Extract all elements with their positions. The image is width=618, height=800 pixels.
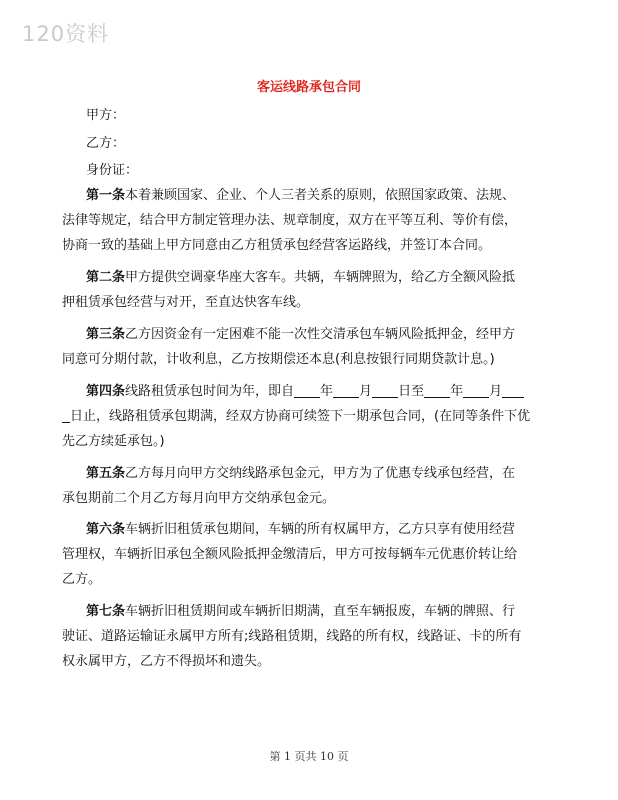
clause-4-line-2 (62, 404, 556, 429)
end-day-blank-cont (62, 408, 70, 423)
clause-2-line-1: 甲方提供空调豪华座大客车。共辆，车辆牌照为，给乙方全额风险抵 (125, 270, 516, 285)
clause-2-label: 第二条 (86, 270, 126, 285)
clause-7-line-2: 驶证、道路运输证永属甲方所有;线路租赁期，线路的所有权，线路证、卡的所有 (62, 629, 522, 644)
clause-1-line-3: 协商一致的基础上甲方同意由乙方租赁承包经营客运路线，并签订本合同。 (62, 238, 492, 253)
clause-4-to-text: 日至 (398, 384, 425, 399)
clause-7-line-3: 权永属甲方，乙方不得损坏和遗失。 (62, 654, 271, 669)
clause-3-line-2: 同意可分期付款，计收利息，乙方按期偿还本息(利息按银行同期贷款计息。) (62, 352, 495, 367)
clause-6-line-3: 乙方。 (62, 572, 102, 587)
clause-4-line-2-text: 日止，线路租赁承包期满，经双方协商可续签下一期承包合同，(在同等条件下优 (70, 409, 531, 424)
page-footer: 第 1 页共 10 页 (269, 750, 349, 763)
party-b-field: 乙方： (86, 136, 126, 151)
clause-4-line-3: 先乙方续延承包。) (62, 434, 165, 449)
clause-1-line-2: 法律等规定，结合甲方制定管理办法、规章制度，双方在平等互利、等价有偿， (62, 213, 518, 228)
clause-5-label: 第五条 (86, 466, 126, 481)
clause-6-label: 第六条 (86, 522, 126, 537)
clause-7-label: 第七条 (86, 604, 126, 619)
party-a-field: 甲方： (86, 108, 126, 123)
clause-4-label: 第四条 (86, 384, 126, 399)
year-blank (294, 383, 320, 398)
end-month-blank (463, 383, 489, 398)
clause-5-line-2: 承包期前二个月乙方每月向甲方交纳承包金元。 (62, 491, 336, 506)
clause-3-label: 第三条 (86, 327, 126, 342)
id-card-field: 身份证： (86, 163, 139, 178)
clause-7-line-1: 车辆折旧租赁期间或车辆折旧期满，直至车辆报废，车辆的牌照、行 (125, 604, 516, 619)
month-blank (333, 383, 359, 398)
clause-3-line-1: 乙方因资金有一定困难不能一次性交清承包车辆风险抵押金，经甲方 (125, 327, 516, 342)
clause-4 (62, 379, 556, 454)
clause-5-line-1: 乙方每月向甲方交纳线路承包金元，甲方为了优惠专线承包经营，在 (125, 466, 516, 481)
clause-1-label: 第一条 (86, 188, 126, 203)
end-day-blank (502, 383, 524, 398)
clause-4-year-text: 年 (320, 384, 334, 399)
clause-7 (62, 599, 556, 674)
clause-6 (62, 517, 556, 592)
watermark-logo: 120资料 (22, 22, 110, 46)
clause-4-month-text: 月 (359, 384, 373, 399)
clause-6-line-1: 车辆折旧租赁承包期间，车辆的所有权属甲方，乙方只享有使用经营 (125, 522, 516, 537)
document-title: 客运线路承包合同 (256, 80, 361, 95)
clause-4-text: 线路租赁承包时间为年，即自 (125, 384, 295, 399)
clause-3 (62, 322, 556, 372)
end-year-blank (424, 383, 450, 398)
clause-2-line-2: 押租赁承包经营与对开，至直达快客车线。 (62, 295, 310, 310)
clause-5 (62, 461, 556, 511)
clause-4-end-month-text: 月 (489, 384, 503, 399)
clause-2 (62, 265, 556, 315)
clause-6-line-2: 管理权，车辆折旧承包全额风险抵押金缴清后，甲方可按每辆车元优惠价转让给 (62, 547, 518, 562)
clause-1-line-1: 本着兼顾国家、企业、个人三者关系的原则，依照国家政策、法规、 (125, 188, 516, 203)
clause-1 (62, 183, 556, 258)
clause-4-end-year-text: 年 (450, 384, 464, 399)
day-blank (372, 383, 398, 398)
